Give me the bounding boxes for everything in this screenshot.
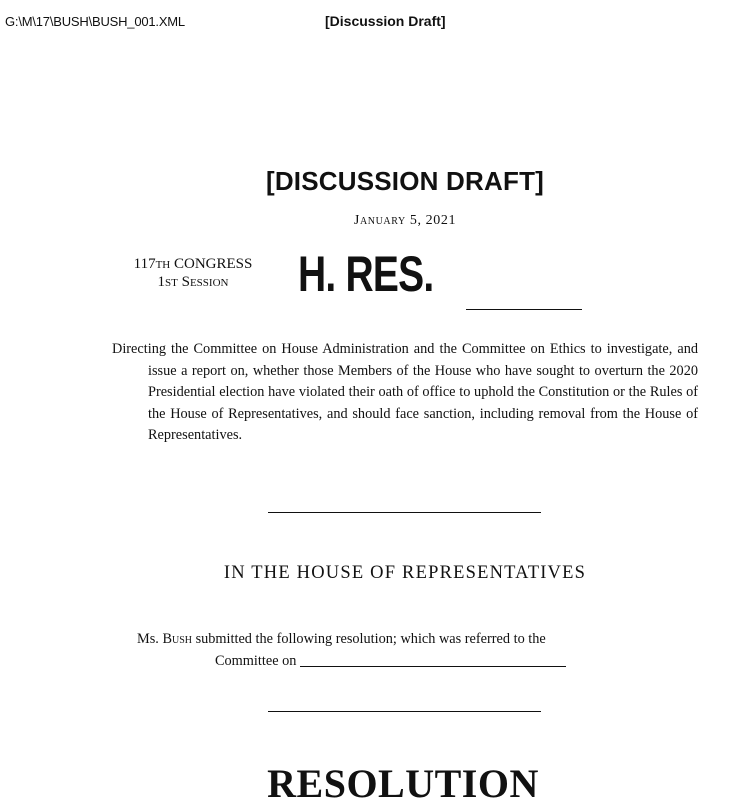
divider-bottom xyxy=(268,711,541,712)
committee-blank xyxy=(300,666,566,667)
bill-number-blank xyxy=(466,309,582,310)
document-type-heading: RESOLUTION xyxy=(267,761,539,806)
file-path: G:\M\17\BUSH\BUSH_001.XML xyxy=(5,14,185,29)
summary-text: Directing the Committee on House Administration and the Committee on Ethics to investigate, and issue a report on, whether those Members of the House who have sought to overturn the 2020 Presidential election have violated their oath of office to uphold the Constitution or the Rules of the House of Representatives, and should face sanction, including removal from the House of Representatives. xyxy=(112,341,698,443)
header-draft-label: [Discussion Draft] xyxy=(325,13,446,29)
session-number: 1st Session xyxy=(157,274,229,290)
congress-session-block xyxy=(100,255,286,291)
sponsor-line-2 xyxy=(137,651,673,673)
sponsor-name: Bush xyxy=(162,631,192,647)
sponsor-prefix: Ms. xyxy=(137,631,159,647)
sponsor-line-1-suffix: submitted the following resolution; which was referred to the xyxy=(195,631,546,647)
resolution-summary xyxy=(112,339,698,447)
congress-number: 117th CONGRESS xyxy=(133,256,253,272)
sponsor-statement xyxy=(137,629,673,672)
draft-date: January 5, 2021 xyxy=(353,213,457,228)
committee-label: Committee on xyxy=(215,652,297,669)
bill-type: H. RES. xyxy=(298,246,434,302)
chamber-heading: IN THE HOUSE OF REPRESENTATIVES xyxy=(223,563,587,583)
divider-top xyxy=(268,512,541,513)
draft-banner: [DISCUSSION DRAFT] xyxy=(265,166,545,196)
sponsor-line-1 xyxy=(137,629,673,651)
